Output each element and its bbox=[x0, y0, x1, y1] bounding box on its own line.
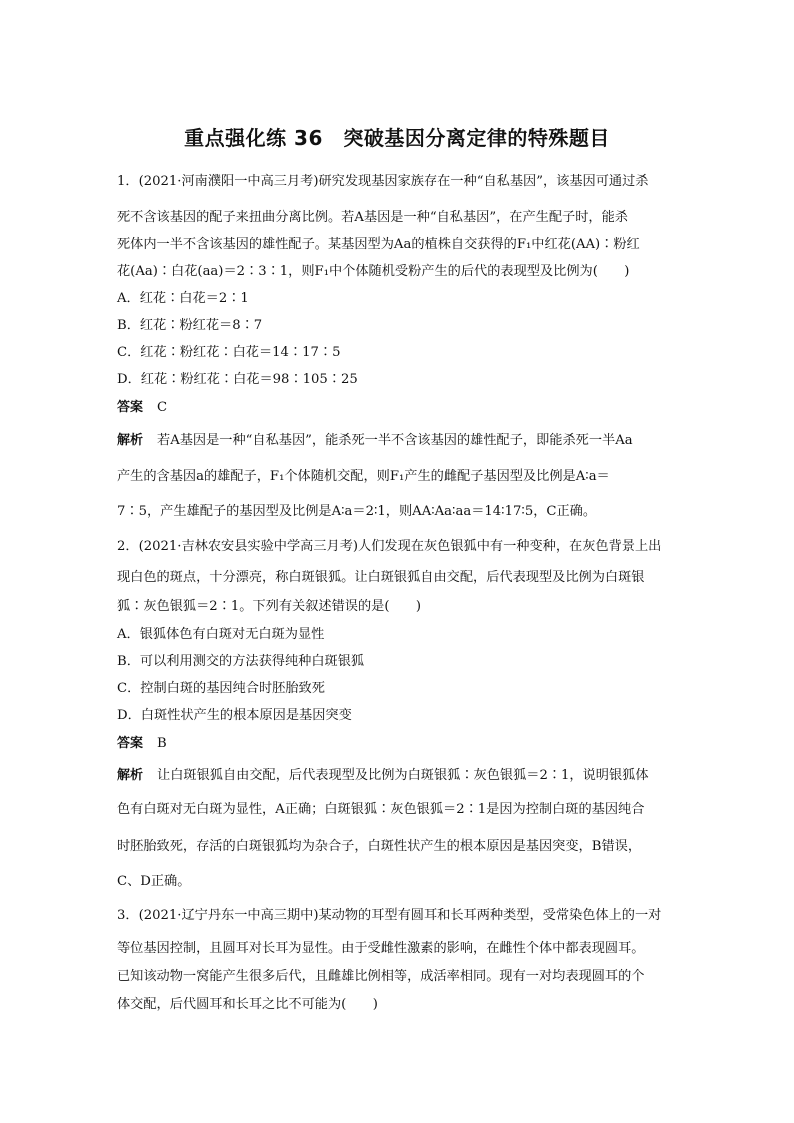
q1-analysis-text-1: 若A基因是一种“自私基因”，能杀死一半不含该基因的雄性配子，即能杀死一半Aa bbox=[157, 433, 633, 448]
q2-analysis-line-4: C、D正确。 bbox=[117, 874, 191, 889]
q1-analysis-line-2: 产生的含基因a的雄配子，F₁个体随机交配，则F₁产生的雌配子基因型及比例是A∶a＝ bbox=[117, 469, 610, 484]
q3-stem-line-2: 等位基因控制，且圆耳对长耳为显性。由于受雌性激素的影响，在雌性个体中都表现圆耳。 bbox=[117, 941, 645, 956]
q2-stem-line-1: 2．(2021·吉林农安县实验中学高三月考)人们发现在灰色银狐中有一种变种，在灰色背景上出 bbox=[117, 539, 662, 554]
q1-stem-line-4: 花(Aa)∶白花(aa)＝2∶3∶1，则F₁中个体随机受粉产生的后代的表现型及比例为( ) bbox=[117, 264, 630, 279]
q2-analysis-line-3: 时胚胎致死，存活的白斑银狐均为杂合子，白斑性状产生的根本原因是基因突变，B错误， bbox=[117, 839, 641, 854]
q1-answer-value: C bbox=[157, 400, 168, 415]
q1-stem-line-3: 死体内一半不含该基因的雄性配子。某基因型为Aa的植株自交获得的F₁中红花(AA)∶粉红 bbox=[117, 237, 640, 252]
q1-analysis-line-1 bbox=[117, 432, 633, 450]
q1-answer bbox=[117, 399, 167, 417]
q1-option-c: C．红花∶粉红花∶白花＝14∶17∶5 bbox=[117, 345, 341, 360]
q1-option-d: D．红花∶粉红花∶白花＝98∶105∶25 bbox=[117, 372, 358, 387]
q1-analysis-line-3: 7∶5，产生雄配子的基因型及比例是A∶a＝2∶1，则AA∶Aa∶aa＝14∶17∶5，C正确。 bbox=[117, 504, 597, 519]
q2-stem-line-2: 现白色的斑点，十分漂亮，称白斑银狐。让白斑银狐自由交配，后代表现型及比例为白斑银 bbox=[117, 570, 645, 585]
q3-stem-line-1: 3．(2021·辽宁丹东一中高三期中)某动物的耳型有圆耳和长耳两种类型，受常染色体上的一对 bbox=[117, 908, 662, 923]
q2-option-b: B．可以利用测交的方法获得纯种白斑银狐 bbox=[117, 654, 365, 669]
q2-option-a: A．银狐体色有白斑对无白斑为显性 bbox=[117, 627, 325, 642]
q1-option-a: A．红花∶白花＝2∶1 bbox=[117, 291, 249, 306]
q1-stem-line-2: 死不含该基因的配子来扭曲分离比例。若A基因是一种“自私基因”，在产生配子时，能杀 bbox=[117, 210, 628, 225]
q2-answer-value: B bbox=[157, 736, 167, 751]
q2-analysis-line-1 bbox=[117, 767, 649, 785]
q3-stem-line-3: 已知该动物一窝能产生很多后代，且雌雄比例相等，成活率相同。现有一对均表现圆耳的个 bbox=[117, 969, 645, 984]
q2-option-c: C．控制白斑的基因纯合时胚胎致死 bbox=[117, 681, 325, 696]
q2-answer bbox=[117, 735, 167, 753]
q2-analysis-text-1: 让白斑银狐自由交配，后代表现型及比例为白斑银狐∶灰色银狐＝2∶1，说明银狐体 bbox=[157, 768, 649, 783]
q1-option-b: B．红花∶粉红花＝8∶7 bbox=[117, 318, 263, 333]
q2-answer-label: 答案 bbox=[117, 736, 144, 751]
q1-answer-label: 答案 bbox=[117, 400, 144, 415]
q2-stem-line-3: 狐∶灰色银狐＝2∶1。下列有关叙述错误的是( ) bbox=[117, 599, 422, 614]
q2-option-d: D．白斑性状产生的根本原因是基因突变 bbox=[117, 708, 352, 723]
q1-analysis-label: 解析 bbox=[117, 433, 144, 448]
q2-analysis-line-2: 色有白斑对无白斑为显性，A正确；白斑银狐∶灰色银狐＝2∶1是因为控制白斑的基因纯合 bbox=[117, 802, 645, 817]
page-title: 重点强化练 36 突破基因分离定律的特殊题目 bbox=[184, 126, 610, 150]
q2-analysis-label: 解析 bbox=[117, 768, 144, 783]
q3-stem-line-4: 体交配，后代圆耳和长耳之比不可能为( ) bbox=[117, 997, 378, 1012]
q1-stem-line-1: 1．(2021·河南濮阳一中高三月考)研究发现基因家族存在一种“自私基因”，该基因可通过杀 bbox=[117, 174, 649, 189]
